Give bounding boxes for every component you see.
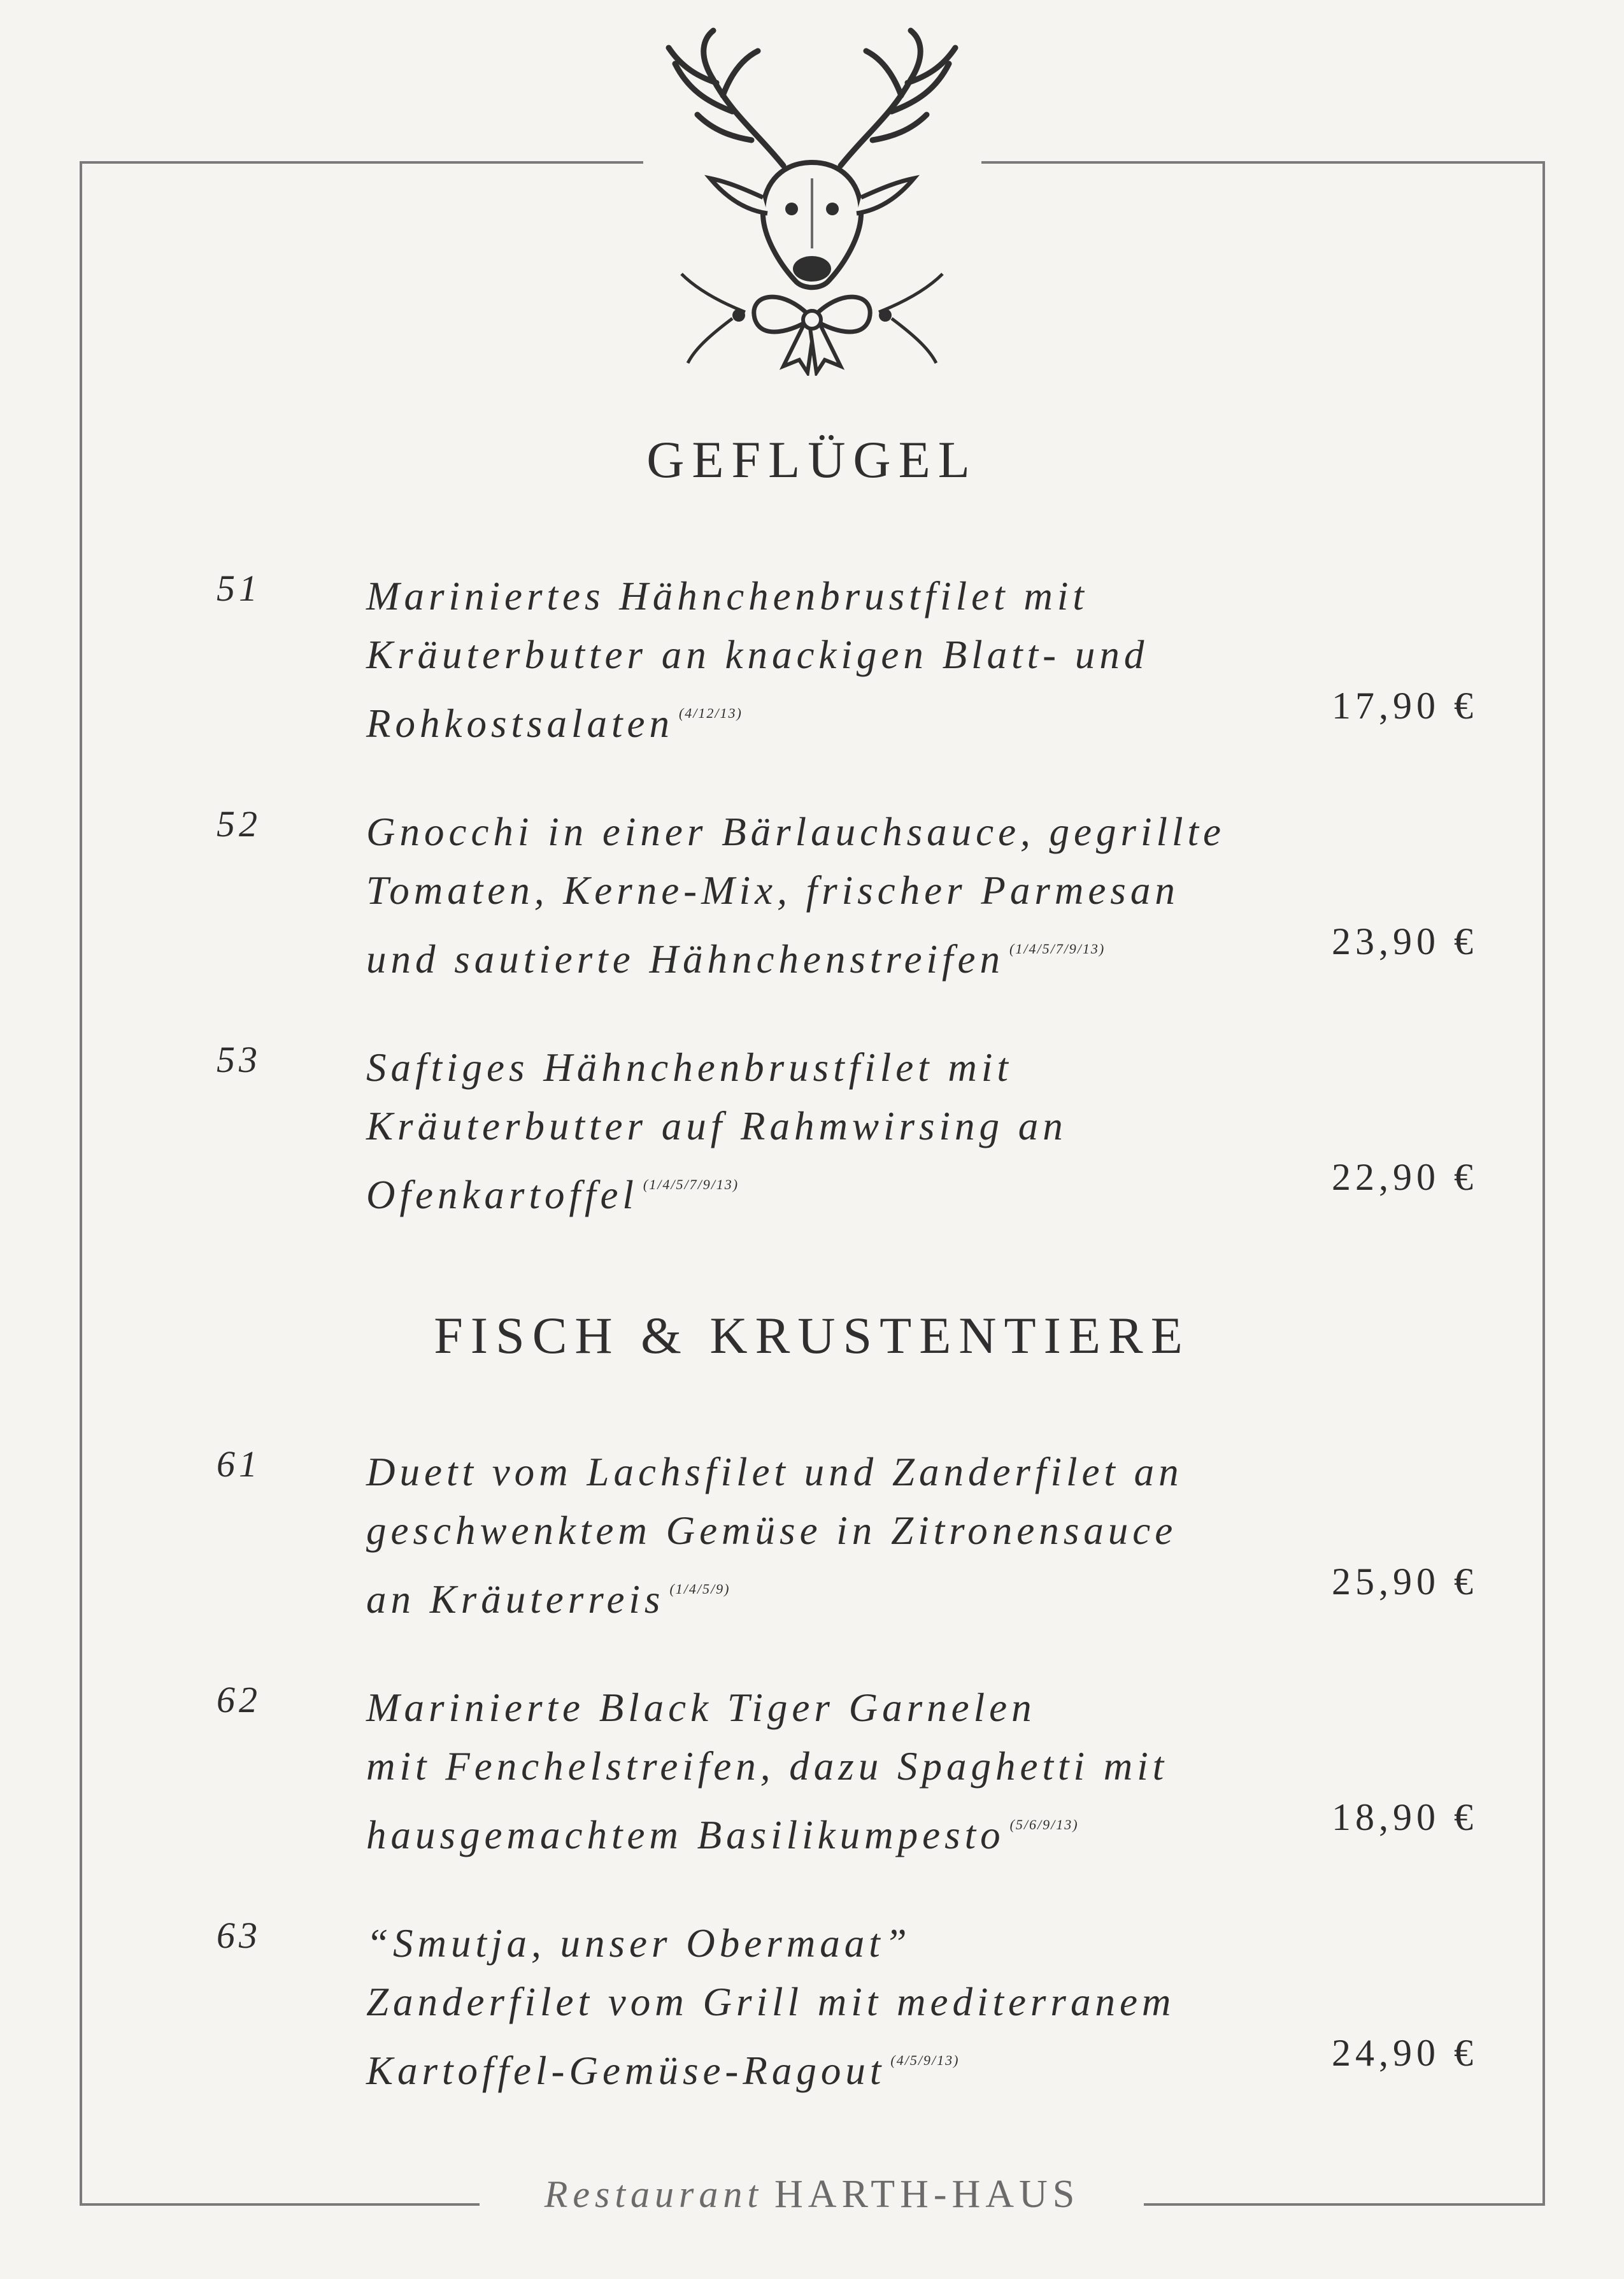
item-number: 52: [217, 803, 261, 845]
menu-item: [0, 1678, 1624, 1869]
allergen-codes: (5/6/9/13): [1009, 1817, 1079, 1832]
item-line: Mariniertes Hähnchenbrustfilet mit: [366, 574, 1088, 618]
allergen-codes: (1/4/5/9): [669, 1581, 730, 1597]
item-description: [366, 1038, 1321, 1224]
item-line: Ofenkartoffel: [366, 1173, 638, 1217]
item-price: 25,90 €: [1332, 1561, 1478, 1603]
allergen-codes: (1/4/5/7/9/13): [643, 1176, 739, 1192]
item-line: Duett vom Lachsfilet und Zanderfilet an: [366, 1450, 1183, 1494]
item-description: [366, 1443, 1321, 1629]
item-description: [366, 803, 1321, 989]
menu-item: [0, 567, 1624, 758]
item-line: Rohkostsalaten: [366, 701, 674, 746]
item-line: Kartoffel-Gemüse-Ragout: [366, 2048, 886, 2093]
item-number: 61: [217, 1443, 261, 1485]
item-price: 18,90 €: [1332, 1796, 1478, 1838]
section-title-gefluegel: GEFLÜGEL: [646, 431, 978, 489]
item-number: 53: [217, 1039, 261, 1080]
item-line: an Kräuterreis: [366, 1577, 665, 1622]
item-line: geschwenktem Gemüse in Zitronensauce: [366, 1508, 1178, 1553]
footer: [0, 2172, 1624, 2217]
item-line: Tomaten, Kerne-Mix, frischer Parmesan: [366, 868, 1179, 913]
footer-restaurant-label: Restaurant: [544, 2173, 764, 2215]
item-number: 62: [217, 1679, 261, 1720]
item-line: Gnocchi in einer Bärlauchsauce, gegrillte: [366, 810, 1225, 854]
frame-top-right: [981, 161, 1545, 164]
section-title-fisch: FISCH & KRUSTENTIERE: [434, 1306, 1190, 1364]
item-line: Marinierte Black Tiger Garnelen: [366, 1685, 1036, 1730]
menu-item: [0, 1038, 1624, 1229]
item-line: hausgemachtem Basilikumpesto: [366, 1813, 1005, 1857]
item-price: 22,90 €: [1332, 1156, 1478, 1198]
item-price: 17,90 €: [1332, 685, 1478, 727]
item-number: 63: [217, 1915, 261, 1956]
menu-item: [0, 1443, 1624, 1634]
item-line: mit Fenchelstreifen, dazu Spaghetti mit: [366, 1744, 1169, 1789]
allergen-codes: (4/12/13): [678, 705, 743, 721]
menu-item: [0, 1914, 1624, 2105]
item-description: [366, 1678, 1321, 1864]
item-description: [366, 567, 1321, 753]
item-line: und sautierte Hähnchenstreifen: [366, 937, 1005, 982]
allergen-codes: (1/4/5/7/9/13): [1009, 941, 1106, 957]
item-line: Kräuterbutter an knackigen Blatt- und: [366, 632, 1149, 677]
item-number: 51: [217, 568, 261, 609]
item-price: 24,90 €: [1332, 2032, 1478, 2074]
item-line: “Smutja, unser Obermaat”: [366, 1921, 911, 1966]
menu-item: [0, 803, 1624, 994]
item-price: 23,90 €: [1332, 920, 1478, 962]
frame-top-left: [80, 161, 643, 164]
item-line: Saftiges Hähnchenbrustfilet mit: [366, 1045, 1013, 1090]
allergen-codes: (4/5/9/13): [890, 2052, 960, 2068]
item-description: [366, 1914, 1321, 2100]
item-line: Kräuterbutter auf Rahmwirsing an: [366, 1104, 1067, 1148]
footer-restaurant-name: HARTH-HAUS: [774, 2173, 1080, 2216]
item-line: Zanderfilet vom Grill mit mediterranem: [366, 1980, 1176, 2024]
stag-head-icon: [637, 19, 987, 376]
